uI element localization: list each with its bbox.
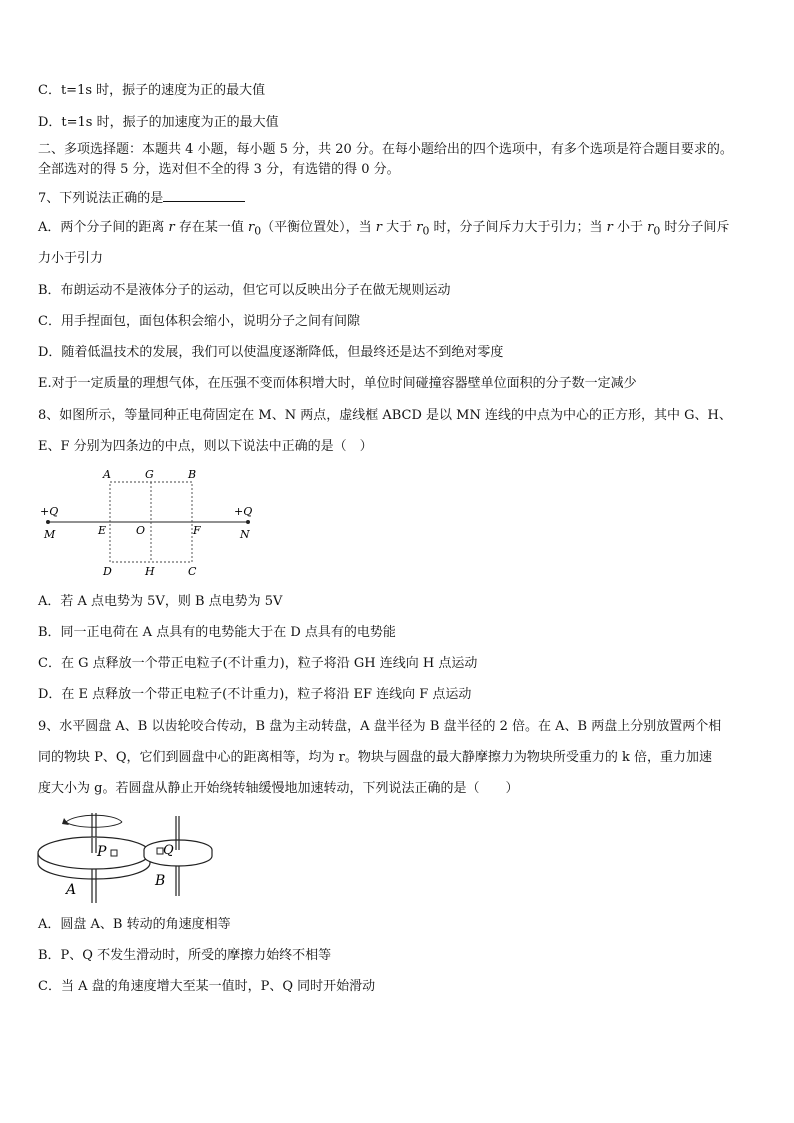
q7a-sub-0: 0 (254, 224, 262, 238)
label-a: A (103, 468, 111, 481)
q8-option-d: D．在 E 点释放一个带正电粒子(不计重力)，粒子将沿 EF 连线向 F 点运动 (38, 687, 472, 702)
label-q: Q (163, 843, 174, 858)
q9-option-b: B．P、Q 不发生滑动时，所受的摩擦力始终不相等 (38, 948, 332, 963)
label-b: B (188, 468, 197, 481)
block-p (111, 850, 117, 856)
q7a-sub-0: 0 (653, 224, 661, 238)
label-g: G (145, 468, 154, 481)
q9-figure (36, 808, 226, 908)
q6-option-d: D．t=1s 时，振子的加速度为正的最大值 (38, 115, 279, 130)
q7a-sub-0: 0 (422, 224, 430, 238)
q7a-var-r0: r (248, 220, 255, 235)
q7-option-d: D．随着低温技术的发展，我们可以使温度逐渐降低，但最终还是达不到绝对零度 (38, 345, 504, 360)
q7-stem-text: 7、下列说法正确的是 (38, 191, 164, 206)
label-d: D (103, 565, 112, 578)
q7a-text-3: （平衡位置处），当 (261, 220, 376, 235)
q7a-text-7: 时分子间斥 (660, 220, 730, 235)
q7-option-e: E.对于一定质量的理想气体，在压强不变而体积增大时，单位时间碰撞容器壁单位面积的分子数一定减少 (38, 376, 637, 391)
q9-stem-line2: 同的物块 P、Q，它们到圆盘中心的距离相等，均为 r。物块与圆盘的最大静摩擦力为物块所受重力的 k 倍，重力加速 (38, 750, 713, 765)
q7-option-a-line1 (38, 219, 729, 240)
answer-blank (163, 189, 245, 202)
label-h: H (145, 565, 155, 578)
section2-heading-line1: 二、多项选择题：本题共 4 小题，每小题 5 分，共 20 分。在每小题给出的四个选项中，有多个选项是符合题目要求的。 (38, 142, 733, 157)
q7a-var-r: r (606, 220, 613, 235)
q9-stem-line1: 9、水平圆盘 A、B 以齿轮咬合传动，B 盘为主动转盘，A 盘半径为 B 盘半径的 2 倍。在 A、B 两盘上分别放置两个相 (38, 719, 722, 734)
q7-option-a-line2: 力小于引力 (38, 251, 104, 266)
label-disc-a: A (66, 882, 77, 898)
q7a-var-r: r (168, 220, 175, 235)
label-disc-b: B (155, 873, 166, 889)
disc-b-edge (144, 850, 212, 866)
q7a-text-5: 时，分子间斥力大于引力；当 (429, 220, 607, 235)
label-o: O (136, 524, 146, 537)
label-plus-q-left: +Q (40, 505, 59, 518)
label-plus-q-right: +Q (234, 505, 253, 518)
q7-option-c: C．用手捏面包，面包体积会缩小，说明分子之间有间隙 (38, 314, 360, 329)
disc-a (38, 837, 150, 869)
q7a-var-r0: r (647, 220, 654, 235)
label-c: C (188, 565, 197, 578)
q7a-text-6: 小于 (612, 220, 648, 235)
arrow-head-icon (62, 818, 69, 825)
q8-option-a: A．若 A 点电势为 5V，则 B 点电势为 5V (38, 594, 283, 609)
charge-n-dot (246, 520, 250, 524)
q7-stem (38, 189, 245, 207)
charge-m-dot (46, 520, 50, 524)
q8-stem-line2: E、F 分别为四条边的中点，则以下说法中正确的是（ ） (38, 439, 373, 454)
label-m: M (44, 528, 56, 541)
q7a-text-1: A．两个分子间的距离 (38, 220, 169, 235)
rotation-arrow-icon (66, 815, 122, 822)
label-e: E (98, 524, 107, 537)
q9-stem-line3: 度大小为 g。若圆盘从静止开始绕转轴缓慢地加速转动，下列说法正确的是（ ） (38, 781, 519, 796)
q7-option-b: B．布朗运动不是液体分子的运动，但它可以反映出分子在做无规则运动 (38, 283, 451, 298)
q9-option-c: C．当 A 盘的角速度增大至某一值时，P、Q 同时开始滑动 (38, 979, 376, 994)
q8-figure (38, 465, 268, 580)
q8-stem-line1: 8、如图所示，等量同种正电荷固定在 M、N 两点，虚线框 ABCD 是以 MN 连线的中点为中心的正方形，其中 G、H、 (38, 408, 732, 423)
label-f: F (193, 524, 201, 537)
q7a-var-r: r (375, 220, 382, 235)
label-p: P (97, 844, 107, 860)
q7a-text-2: 存在某一值 (174, 220, 249, 235)
q7a-text-4: 大于 (381, 220, 417, 235)
label-n: N (240, 528, 250, 541)
q8-option-c: C．在 G 点释放一个带正电粒子(不计重力)，粒子将沿 GH 连线向 H 点运动 (38, 656, 478, 671)
q8-option-b: B．同一正电荷在 A 点具有的电势能大于在 D 点具有的电势能 (38, 625, 396, 640)
q7a-var-r0: r (416, 220, 423, 235)
section2-heading-line2: 全部选对的得 5 分，选对但不全的得 3 分，有选错的得 0 分。 (38, 162, 400, 177)
q9-option-a: A．圆盘 A、B 转动的角速度相等 (38, 917, 231, 932)
rotation-arrow-icon (66, 822, 122, 827)
q6-option-c: C．t=1s 时，振子的速度为正的最大值 (38, 83, 266, 98)
